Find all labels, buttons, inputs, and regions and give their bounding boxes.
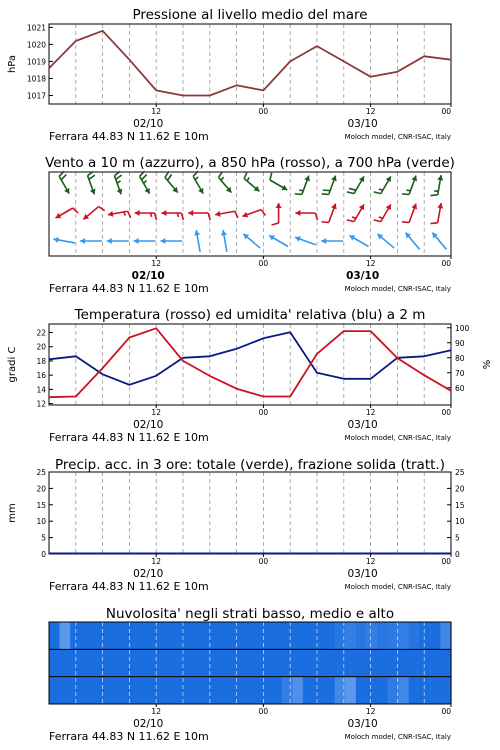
y-tick-label: 20 xyxy=(36,484,46,494)
y-tick-label: 5 xyxy=(41,533,46,543)
wind-barb-feather xyxy=(430,195,437,196)
y-tick-label: 1018 xyxy=(26,74,46,84)
wind-barb xyxy=(215,211,238,218)
y-tick-label: 18 xyxy=(36,356,46,366)
wind-barb xyxy=(295,210,317,220)
chart-title: Nuvolosita' negli strati basso, medio e alto xyxy=(105,606,395,622)
wind-arrow-head xyxy=(107,238,112,244)
cloud-cell xyxy=(49,622,60,649)
cloud-cell xyxy=(102,622,113,649)
humidity-line xyxy=(49,332,451,385)
wind-barb xyxy=(221,230,227,252)
wind-barb xyxy=(347,204,364,221)
location-label: Ferrara 44.83 N 11.62 E 10m xyxy=(49,730,209,743)
cloud-cell xyxy=(313,622,324,649)
cloud-cell xyxy=(229,622,240,649)
cloud-cell xyxy=(250,622,261,649)
cloud-cell xyxy=(112,677,123,704)
wind-barb xyxy=(430,203,443,223)
wind-barb-half-feather xyxy=(221,177,223,180)
date-label: 02/10 xyxy=(133,419,164,431)
time-tick-label: 00 xyxy=(441,107,451,116)
cloud-cell xyxy=(345,622,356,649)
cloud-cell xyxy=(176,649,187,676)
y-tick-label: 25 xyxy=(36,468,46,477)
cloud-cell xyxy=(218,622,229,649)
wind-barb xyxy=(193,171,203,194)
wind-barb xyxy=(114,171,122,194)
y2-axis-label: % xyxy=(482,359,493,370)
model-credit: Moloch model, CNR-ISAC, Italy xyxy=(344,133,451,141)
time-tick-label: 12 xyxy=(151,707,161,716)
y2-tick-label: 90 xyxy=(455,338,465,348)
wind-barb-half-feather xyxy=(379,217,383,218)
wind-barb-half-feather xyxy=(352,217,356,218)
wind-barb xyxy=(349,235,368,246)
wind-arrow-head xyxy=(80,238,85,244)
cloud-cell xyxy=(218,677,229,704)
cloud-cell xyxy=(292,649,303,676)
time-tick-label: 12 xyxy=(365,707,376,716)
cloud-cell xyxy=(144,677,155,704)
cloud-cell xyxy=(419,622,430,649)
wind-barb xyxy=(347,176,364,193)
cloud-cell xyxy=(313,677,324,704)
wind-barb-feather xyxy=(116,175,122,179)
wind-arrow-head xyxy=(134,238,139,244)
wind-barb-feather xyxy=(295,194,302,195)
cloud-cell xyxy=(345,649,356,676)
cloud-cell xyxy=(324,677,335,704)
wind-barb-feather xyxy=(374,220,381,222)
wind-barb-half-feather xyxy=(151,213,152,217)
date-label: 03/10 xyxy=(347,419,378,431)
wind-barb-half-feather xyxy=(144,180,147,183)
time-tick-label: 12 xyxy=(365,408,376,417)
cloud-cell xyxy=(271,677,282,704)
wind-barb-half-feather xyxy=(177,213,178,217)
wind-barb xyxy=(432,233,446,250)
plot-frame xyxy=(49,24,451,104)
wind-arrow-head xyxy=(321,238,326,244)
cloud-cell xyxy=(377,649,388,676)
cloud-cell xyxy=(165,677,176,704)
y2-tick-label: 5 xyxy=(455,533,460,543)
cloud-cell xyxy=(250,649,261,676)
y-tick-label: 22 xyxy=(36,328,46,338)
wind-barb-half-feather xyxy=(117,181,120,183)
wind-chart xyxy=(45,155,455,295)
wind-barb xyxy=(219,171,232,192)
cloud-cell xyxy=(271,622,282,649)
cloud-cell xyxy=(356,677,367,704)
wind-barb xyxy=(430,175,443,195)
cloud-cell xyxy=(440,649,451,676)
y-axis-label: mm xyxy=(7,503,18,523)
wind-barb xyxy=(243,234,260,248)
cloud-cell xyxy=(239,649,250,676)
cloud-cell xyxy=(261,677,272,704)
y2-tick-label: 25 xyxy=(455,468,465,477)
wind-barb-feather xyxy=(270,173,272,180)
cloud-cell xyxy=(49,677,60,704)
cloud-cell xyxy=(409,649,420,676)
cloud-cell xyxy=(409,622,420,649)
cloud-cell xyxy=(303,649,314,676)
cloud-cell xyxy=(229,677,240,704)
date-label: 02/10 xyxy=(133,118,164,130)
cloud-cell xyxy=(398,677,409,704)
time-tick-label: 00 xyxy=(258,707,269,716)
wind-barb xyxy=(134,238,156,244)
time-tick-label: 00 xyxy=(258,259,269,268)
wind-barb-feather xyxy=(89,175,95,179)
chart-title: Precip. acc. in 3 ore: totale (verde), frazione solida (tratt.) xyxy=(55,457,445,473)
time-tick-label: 12 xyxy=(365,557,376,566)
cloud-cell xyxy=(430,677,441,704)
cloud-cell xyxy=(239,622,250,649)
cloud-cell xyxy=(398,649,409,676)
wind-barb-feather xyxy=(322,194,329,195)
wind-barb-feather xyxy=(374,192,381,194)
cloud-cell xyxy=(377,622,388,649)
wind-barb xyxy=(322,176,337,195)
y2-tick-label: 60 xyxy=(455,383,465,393)
y-tick-label: 20 xyxy=(36,342,46,352)
cloud-cell xyxy=(123,622,134,649)
wind-barb-feather xyxy=(347,220,354,222)
wind-barb xyxy=(194,230,200,252)
cloud-cell xyxy=(409,677,420,704)
wind-barb xyxy=(140,171,150,194)
wind-barb xyxy=(272,203,282,225)
cloud-cell xyxy=(292,622,303,649)
wind-barb-head xyxy=(188,210,193,216)
wind-barb-half-feather xyxy=(247,177,249,181)
y-tick-label: 1017 xyxy=(26,91,46,101)
wind-barb xyxy=(59,171,69,194)
wind-barb xyxy=(406,233,420,250)
wind-barb xyxy=(269,235,288,246)
cloud-cell xyxy=(303,677,314,704)
location-label: Ferrara 44.83 N 11.62 E 10m xyxy=(49,431,209,444)
cloud-cell xyxy=(91,622,102,649)
wind-barb xyxy=(80,238,102,244)
wind-barb xyxy=(270,173,287,190)
time-tick-label: 12 xyxy=(151,408,161,417)
location-label: Ferrara 44.83 N 11.62 E 10m xyxy=(49,580,209,593)
wind-barb xyxy=(56,208,79,218)
wind-barb xyxy=(107,238,129,244)
time-tick-label: 00 xyxy=(441,557,451,566)
cloud-cell xyxy=(134,649,145,676)
wind-barb xyxy=(242,210,265,218)
y-tick-label: 1021 xyxy=(26,23,46,33)
cloud-cell xyxy=(197,649,208,676)
cloud-cell xyxy=(292,677,303,704)
cloud-cell xyxy=(165,649,176,676)
y2-tick-label: 70 xyxy=(455,368,465,378)
wind-arrow-head xyxy=(160,238,165,244)
cloud-cell xyxy=(60,649,71,676)
wind-barb xyxy=(53,237,75,243)
cloud-cell xyxy=(208,622,219,649)
cloud-cell xyxy=(91,649,102,676)
precip-chart xyxy=(7,457,465,593)
cloud-cell xyxy=(134,622,145,649)
wind-barb xyxy=(188,210,210,220)
cloud-cell xyxy=(81,649,92,676)
date-label: 02/10 xyxy=(133,568,164,580)
cloud-cell xyxy=(282,677,293,704)
chart-title: Pressione al livello medio del mare xyxy=(132,7,368,23)
y-tick-label: 14 xyxy=(36,385,46,395)
temperature-chart xyxy=(7,307,493,444)
cloud-cell xyxy=(187,677,198,704)
cloud-cell xyxy=(197,677,208,704)
wind-barb-feather xyxy=(323,190,330,191)
model-credit: Moloch model, CNR-ISAC, Italy xyxy=(344,733,451,741)
cloud-cell xyxy=(144,622,155,649)
wind-barb xyxy=(83,207,104,220)
cloud-cell xyxy=(313,649,324,676)
date-label: 03/10 xyxy=(347,118,378,130)
wind-barb-feather xyxy=(430,223,437,224)
wind-barb-head xyxy=(135,210,140,216)
cloud-cell xyxy=(440,677,451,704)
time-tick-label: 12 xyxy=(151,259,161,268)
wind-barb-feather xyxy=(99,207,105,211)
date-label: 02/10 xyxy=(133,718,164,730)
cloud-cell xyxy=(324,649,335,676)
y-tick-label: 15 xyxy=(36,500,46,510)
cloud-cell xyxy=(250,677,261,704)
cloud-cell xyxy=(176,622,187,649)
cloud-cell xyxy=(208,677,219,704)
cloud-cell xyxy=(229,649,240,676)
y2-tick-label: 15 xyxy=(455,500,465,510)
wind-barb-half-feather xyxy=(124,212,126,216)
cloud-cell xyxy=(239,677,250,704)
time-tick-label: 00 xyxy=(258,557,269,566)
chart-title: Vento a 10 m (azzurro), a 850 hPa (rosso), a 700 hPa (verde) xyxy=(45,155,455,171)
wind-barb xyxy=(377,234,394,248)
cloud-cell xyxy=(123,649,134,676)
cloud-cell xyxy=(366,622,377,649)
wind-barb-half-feather xyxy=(195,177,198,180)
time-tick-label: 12 xyxy=(365,107,376,116)
wind-barb xyxy=(295,176,310,195)
cloud-cell xyxy=(176,677,187,704)
wind-barb-feather xyxy=(322,222,329,223)
wind-barb-feather xyxy=(142,175,147,180)
y2-tick-label: 20 xyxy=(455,484,465,494)
model-credit: Moloch model, CNR-ISAC, Italy xyxy=(344,285,451,293)
chart-title: Temperatura (rosso) ed umidita' relativa (blu) a 2 m xyxy=(74,307,426,323)
cloud-cell xyxy=(345,677,356,704)
time-tick-label: 12 xyxy=(151,107,161,116)
wind-barb-feather xyxy=(349,188,356,190)
cloud-cell xyxy=(123,677,134,704)
cloud-cell xyxy=(187,649,198,676)
cloud-cell xyxy=(102,649,113,676)
cloud-cell xyxy=(430,622,441,649)
cloud-cell xyxy=(60,622,71,649)
time-tick-label: 00 xyxy=(441,707,451,716)
y-tick-label: 1019 xyxy=(26,57,46,67)
wind-barb-head xyxy=(276,203,282,208)
y-tick-label: 10 xyxy=(36,517,46,527)
cloud-cell xyxy=(261,649,272,676)
clouds-chart xyxy=(49,606,452,743)
wind-barb-feather xyxy=(244,172,247,179)
cloud-cell xyxy=(60,677,71,704)
cloud-cell xyxy=(398,622,409,649)
location-label: Ferrara 44.83 N 11.62 E 10m xyxy=(49,130,209,143)
y-axis-label: hPa xyxy=(7,54,18,74)
cloud-cell xyxy=(165,622,176,649)
cloud-cell xyxy=(81,677,92,704)
pressure-chart xyxy=(7,7,451,143)
wind-barb xyxy=(244,172,259,192)
wind-barb xyxy=(295,236,316,245)
y-tick-label: 1020 xyxy=(26,40,46,50)
wind-barb xyxy=(108,211,131,218)
cloud-cell xyxy=(49,649,60,676)
y2-tick-label: 10 xyxy=(455,517,465,527)
location-label: Ferrara 44.83 N 11.62 E 10m xyxy=(49,282,209,295)
cloud-cell xyxy=(419,677,430,704)
wind-barb xyxy=(402,176,417,195)
wind-barb-head xyxy=(161,210,166,216)
cloud-cell xyxy=(419,649,430,676)
time-tick-label: 00 xyxy=(441,408,451,417)
date-label: 02/10 xyxy=(131,270,165,282)
pressure-line xyxy=(49,31,451,96)
model-credit: Moloch model, CNR-ISAC, Italy xyxy=(344,583,451,591)
wind-barb-feather xyxy=(61,175,66,180)
cloud-cell xyxy=(356,622,367,649)
wind-barb xyxy=(402,204,417,223)
wind-barb xyxy=(161,210,183,220)
y-tick-label: 16 xyxy=(36,371,46,381)
wind-barb xyxy=(88,171,96,194)
wind-barb xyxy=(374,176,391,193)
cloud-cell xyxy=(366,677,377,704)
wind-barb xyxy=(160,238,182,244)
wind-barb-feather xyxy=(402,194,409,195)
cloud-cell xyxy=(282,649,293,676)
time-tick-label: 12 xyxy=(365,259,376,268)
wind-barb xyxy=(374,204,391,221)
cloud-cell xyxy=(366,649,377,676)
wind-barb-half-feather xyxy=(379,189,383,190)
plot-frame xyxy=(49,472,451,554)
date-label: 03/10 xyxy=(347,718,378,730)
cloud-cell xyxy=(112,622,123,649)
date-label: 03/10 xyxy=(347,568,378,580)
y2-tick-label: 100 xyxy=(455,323,470,333)
time-tick-label: 00 xyxy=(258,107,269,116)
cloud-cell xyxy=(430,649,441,676)
wind-barb xyxy=(321,238,343,244)
wind-barb-feather xyxy=(402,222,409,223)
cloud-cell xyxy=(102,677,113,704)
wind-barb-feather xyxy=(168,174,172,180)
y-axis-label: gradi C xyxy=(7,346,18,383)
cloud-cell xyxy=(144,649,155,676)
cloud-cell xyxy=(356,649,367,676)
cloud-cell xyxy=(440,622,451,649)
time-tick-label: 12 xyxy=(151,557,161,566)
cloud-cell xyxy=(261,622,272,649)
y2-tick-label: 80 xyxy=(455,353,465,363)
time-tick-label: 00 xyxy=(441,259,451,268)
cloud-cell xyxy=(377,677,388,704)
wind-barb-head xyxy=(295,210,300,216)
cloud-cell xyxy=(324,622,335,649)
wind-barb xyxy=(322,204,337,223)
cloud-cell xyxy=(208,649,219,676)
wind-barb xyxy=(135,210,157,220)
wind-barb xyxy=(165,171,178,192)
y2-tick-label: 0 xyxy=(455,550,460,559)
model-credit: Moloch model, CNR-ISAC, Italy xyxy=(344,434,451,442)
date-label: 03/10 xyxy=(346,270,380,282)
y-tick-label: 12 xyxy=(36,399,46,409)
cloud-cell xyxy=(271,649,282,676)
cloud-cell xyxy=(197,622,208,649)
cloud-cell xyxy=(187,622,198,649)
wind-barb-feather xyxy=(272,223,279,225)
cloud-cell xyxy=(303,622,314,649)
time-tick-label: 00 xyxy=(258,408,269,417)
y-tick-label: 0 xyxy=(41,550,46,559)
cloud-cell xyxy=(91,677,102,704)
cloud-cell xyxy=(81,622,92,649)
cloud-cell xyxy=(134,677,145,704)
cloud-cell xyxy=(112,649,123,676)
cloud-cell xyxy=(282,622,293,649)
wind-barb-feather xyxy=(347,192,354,194)
cloud-cell xyxy=(218,649,229,676)
